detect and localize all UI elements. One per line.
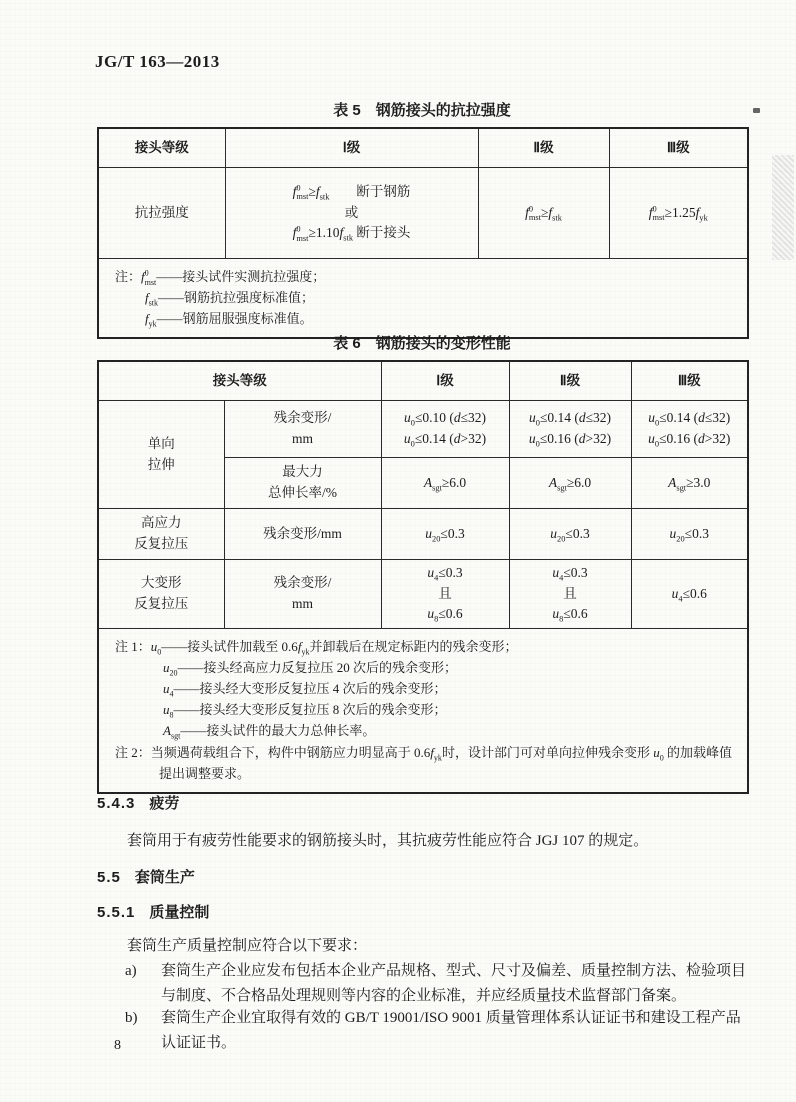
section-title: 套筒生产	[134, 869, 195, 886]
table5-note-3: $f_{yk}——$钢筋屈服强度标准值。	[145, 311, 313, 329]
section-5-5-heading	[97, 866, 195, 887]
cell-line: 单向	[147, 435, 175, 451]
table5-caption: 表 5 钢筋接头的抗拉强度	[333, 102, 511, 119]
table6-large-def-param	[224, 560, 381, 629]
list-text: 套筒生产企业宜取得有效的 GB/T 19001/ISO 9001 质量管理体系认证证书和建设工程产品认证证书。	[161, 1010, 741, 1051]
table6-notes-cell	[98, 629, 748, 794]
cell-line: 高应力	[141, 515, 182, 531]
section-5-5-1-intro: 套筒生产质量控制应符合以下要求：	[127, 938, 368, 954]
cell-line: 最大力	[282, 464, 323, 480]
cell-line: 反复拉压	[134, 536, 189, 551]
section-5-5-1-heading	[97, 901, 209, 922]
table6-note1-3: $u_4——$接头经大变形反复拉压 4 次后的残余变形；	[163, 681, 447, 699]
table5-row-label: 抗拉强度	[98, 168, 225, 259]
table5-th-grade-2: Ⅱ级	[478, 128, 609, 168]
table5	[97, 127, 749, 339]
table5-notes-cell	[98, 259, 748, 339]
formula-line: $u_8\le 0.6$	[427, 606, 463, 625]
list-item-b	[125, 1006, 749, 1056]
table6-note1-1: 注 1：$u_0——$接头试件加载至 $0.6f_{yk}$并卸载后在规定标距内的残余变形；	[115, 639, 518, 657]
table6-high-stress-g1: $u_{20}\le 0.3$	[381, 509, 509, 560]
list-marker: a)	[125, 963, 137, 979]
section-number: 5.5	[97, 869, 121, 886]
formula-line: $u_0\le 0.16$ (d>32)	[648, 431, 731, 449]
table6-large-def-g3: $u_4\le 0.6$	[631, 560, 748, 629]
list-item-a	[125, 959, 749, 1009]
table5-th-grade-3: Ⅲ级	[609, 128, 748, 168]
table6-residual-g1	[381, 401, 509, 458]
table6-caption: 表 6 钢筋接头的变形性能	[333, 335, 511, 352]
table6-elongation-g3: $A_{sgt}\ge 3.0$	[631, 458, 748, 509]
table5-th-joint-grade: 接头等级	[98, 128, 225, 168]
table6-elongation-label	[224, 458, 381, 509]
table6-header-row	[98, 361, 748, 401]
table6-high-stress-label	[98, 509, 224, 560]
cell-line: 总伸长率/%	[268, 485, 337, 500]
table6-large-def-g2	[509, 560, 631, 629]
formula-line: 且	[438, 585, 452, 601]
cell-line: mm	[291, 431, 313, 446]
table5-note-1: 注：$f^0_{mst}——$接头试件实测抗拉强度；	[115, 268, 326, 287]
list-marker: b)	[125, 1010, 138, 1026]
section-number: 5.5.1	[97, 904, 136, 921]
table6-th-grade-2: Ⅱ级	[509, 361, 631, 401]
page-number: 8	[114, 1038, 121, 1053]
table6-high-stress-g3: $u_{20}\le 0.3$	[631, 509, 748, 560]
section-title: 疲劳	[149, 795, 180, 812]
table6-uniaxial-label	[98, 401, 224, 509]
formula-line: $f^0_{mst}\ge f_{stk}$ 断于钢筋	[292, 183, 411, 202]
table5-note-2: $f_{stk}——$钢筋抗拉强度标准值；	[145, 290, 315, 308]
cell-line: mm	[291, 596, 313, 611]
scan-artifact-speck	[753, 108, 760, 113]
scan-artifact-patch	[772, 155, 794, 260]
table6-note1-2: $u_{20}——$接头经高应力反复拉压 20 次后的残余变形；	[163, 660, 458, 678]
list-text: 套筒生产企业应发布包括本企业产品规格、型式、尺寸及偏差、质量控制方法、检验项目与制度、不合格品处理规则等内容的企业标准，并应经质量技术监督部门备案。	[161, 963, 747, 1004]
table6-notes-row	[98, 629, 748, 794]
formula-line: $u_0\le 0.14$ (d≤32)	[648, 410, 731, 428]
table5-grade1-cell	[225, 168, 478, 259]
table5-body-row	[98, 168, 748, 259]
table6-high-stress-param: 残余变形/mm	[224, 509, 381, 560]
table6-row-high-stress	[98, 509, 748, 560]
formula-line: $u_0\le 0.16$ (d>32)	[528, 431, 612, 449]
formula-line: 或	[344, 204, 359, 220]
table6-large-def-g1	[381, 560, 509, 629]
table6	[97, 360, 749, 794]
table6-large-def-label	[98, 560, 224, 629]
cell-line: 拉伸	[147, 456, 175, 472]
formula-line: 且	[563, 585, 577, 601]
table5-header-row	[98, 128, 748, 168]
table5-notes-row	[98, 259, 748, 339]
formula-line: $u_4\le 0.3$	[552, 564, 588, 583]
cell-line: 反复拉压	[134, 596, 189, 611]
cell-line: 大变形	[141, 575, 182, 591]
table6-high-stress-g2: $u_{20}\le 0.3$	[509, 509, 631, 560]
table6-th-joint-grade: 接头等级	[98, 361, 381, 401]
table6-note1-4: $u_8——$接头经大变形反复拉压 8 次后的残余变形；	[163, 702, 447, 720]
table5-grade3-cell: $f^0_{mst}\ge 1.25f_{yk}$	[609, 168, 748, 259]
standard-number-header: JG/T 163—2013	[95, 52, 220, 71]
table5-th-grade-1: Ⅰ级	[225, 128, 478, 168]
section-title: 质量控制	[149, 904, 210, 921]
table6-residual-g2	[509, 401, 631, 458]
table6-note2: 注 2：当频遇荷载组合下，构件中钢筋应力明显高于 $0.6f_{yk}$时，设计部门可对单向拉伸残余变形 $u_0$ 的加载峰值提出调整要求。	[115, 745, 732, 782]
section-number: 5.4.3	[97, 795, 136, 812]
table6-elongation-g1: $A_{sgt}\ge 6.0$	[381, 458, 509, 509]
formula-line: $u_8\le 0.6$	[552, 606, 588, 625]
table6-th-grade-1: Ⅰ级	[381, 361, 509, 401]
section-5-4-3-heading	[97, 792, 179, 813]
formula-line: $u_0\le 0.14$ (d≤32)	[529, 410, 611, 428]
table6-row-large-def	[98, 560, 748, 629]
table6-th-grade-3: Ⅲ级	[631, 361, 748, 401]
formula-line: $u_4\le 0.3$	[427, 564, 463, 583]
table6-note1-5: $A_{sgt}——$接头试件的最大力总伸长率。	[163, 723, 376, 741]
formula-line: $u_0\le 0.10$ (d≤32)	[404, 410, 486, 428]
formula-line: $f^0_{mst}\ge 1.10f_{stk}$ 断于接头	[292, 224, 411, 244]
table6-elongation-g2: $A_{sgt}\ge 6.0$	[509, 458, 631, 509]
table6-residual-g3	[631, 401, 748, 458]
table5-grade2-cell: $f^0_{mst}\ge f_{stk}$	[478, 168, 609, 259]
cell-line: 残余变形/	[273, 575, 332, 591]
section-5-4-3-paragraph: 套筒用于有疲劳性能要求的钢筋接头时，其抗疲劳性能应符合 JGJ 107 的规定。	[127, 833, 649, 849]
table6-residual-label	[224, 401, 381, 458]
cell-line: 残余变形/	[273, 410, 332, 426]
table6-row-residual	[98, 401, 748, 458]
formula-line: $u_0\le 0.14$ (d>32)	[403, 431, 487, 449]
